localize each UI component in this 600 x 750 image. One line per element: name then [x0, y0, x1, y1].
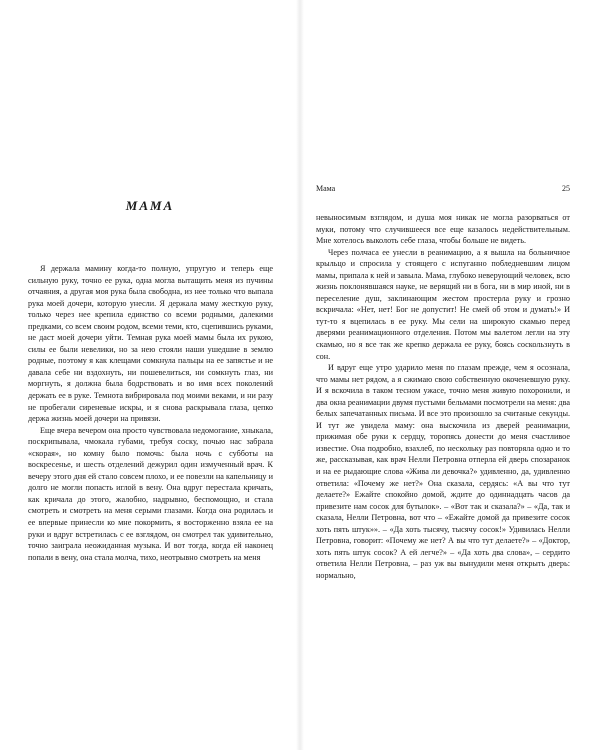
paragraph: Я держала мамину когда-то полную, упругую и теперь еще сильную руку, точно ее рука, одна могла вытащить меня из пучины отчаяния, а другая моя рука была свободна, из нее только что выпала рука моей дочери, которую унесли. Я держала маму жесткую руку, только через нее крепила единство со всеми родными, далекими предками, со всем своим родом, всеми теми, кто, сцепившись руками, не даст моей дочери уйти. Темная рука моей мамы была их рукою, силы ее были невелики, но за нею стояли наши ушедшие в землю родные, поэтому я как клещами сомкнула пальцы на ее запястье и не давала себе ни вздохнуть, ни пошевелиться, ни сомкнуть глаз, ни моргнуть, я должна была бодрствовать и во имя всех поколений держать ее в руке. Темнота вибрировала под моими веками, и ни разу не пробегали сиреневые искры, и я снова раскрывала глаза, цепко держа жизнь моей дочери на привязи. — [28, 264, 273, 424]
right-page — [300, 0, 600, 750]
paragraph: Еще вчера вечером она просто чувствовала недомогание, хныкала, поскрипывала, чмокала губами, требуя соску, почью нас забрала «скорая», но комну было помочь: была ночь с субботы на воскресенье, и шесть отделений дежурил один измученный врач. К вечеру этого дня ей стало совсем плохо, и ее повезли на капельницу и долго не могли попасть иглой в вену. Она вдруг перестала кричать, как кричала до этого, жалобно, надрывно, беспомощно, и стала смотреть и смотреть на меня серыми глазами. Когда она родилась и ее впервые принесли ко мне покормить, я восторженно взяла ее на руки и вдруг встретилась с ее взглядом, он смотрел так удивительно, точно заиграла неожиданная музыка. И вот тогда, когда ей наконец попали в вену, она стала молча, тихо, неотрывно смотреть на меня — [28, 425, 273, 562]
left-page-text — [28, 263, 273, 563]
paragraph: невыносимым взглядом, и душа моя никак не могла разорваться от муки, потому что случившееся все еще казалось недействительным. Мне хотелось выколоть себе глаза, чтобы больше не видеть. — [316, 213, 570, 246]
paragraph: И вдруг еще утро ударило меня по глазам прежде, чем я осознала, что мамы нет рядом, а я сжимаю свою собственную окоченевшую руку. И я вскочила в таком тесном ужасе, точно меня живую похоронили, и два окна реанимации двумя пустыми бельмами посмотрели на меня: два белых запечатанных письма. И все это произошло за считаные секунды. И тут же увидела маму: она выскочила из дверей реанимации, прижимая обе руки к сердцу, торопясь донести до меня счастливое известие. Она подробно, взахлеб, по нескольку раз повторяла одно и то же, рассказывая, как врач Нелли Петровна отперла ей дверь спозаранок и на ее рыдающие слова «Жива ли девочка?» удивленно, да, удивленно ответила: «Почему же нет?» Она сказала, сердясь: «А вы что тут делаете?» Ежайте спокойно домой, ждите до одиннадцать часов да привезите нам сосок для бутылок». – «Вот так и сказала?» – «Да, так и сказала, Нелли Петровна, вот что – «Ежайте домой да привезите сосок хоть пять штук»». – «Да хоть тысячу, тысячу сосок!» Удивилась Нелли Петровна, говорит: «Почему же нет? А вы что тут делаете?» – «Доктор, хоть пять штук сосок? А ей легче?» – «Да хоть два слова», – сердито ответила Нелли Петровна, – раз уж вы вынудили меня открыть дверь: нормально, — [316, 363, 570, 580]
paragraph: Через полчаса ее унесли в реанимацию, а я вышла на больничное крыльцо и спросила у стоящего с испуганно побледневшим лицом мамы, припала к ней и завыла. Мама, глубоко неверующий человек, всю жизнь поклонявшаяся науке, не верящий ни в бога, ни в мир иной, ни в переселение душ, заклинающим жестом простерла руку и грозно вскричала: «Нет, нет! Бог не допустит! Не смей об этом и думать!» И тут-то я вцепилась в ее руку. Мы сели на широкую скамью перед дверями реанимационного отделения. Потом мы валетом легли на эту скамью, но я все так же крепко держала ее руку, боясь соскользнуть в сон. — [316, 247, 570, 361]
running-title: Мама — [316, 184, 336, 193]
running-head — [316, 184, 570, 196]
chapter-title: МАМА — [125, 198, 175, 213]
right-page-text — [316, 212, 570, 582]
page-number: 25 — [562, 184, 570, 193]
